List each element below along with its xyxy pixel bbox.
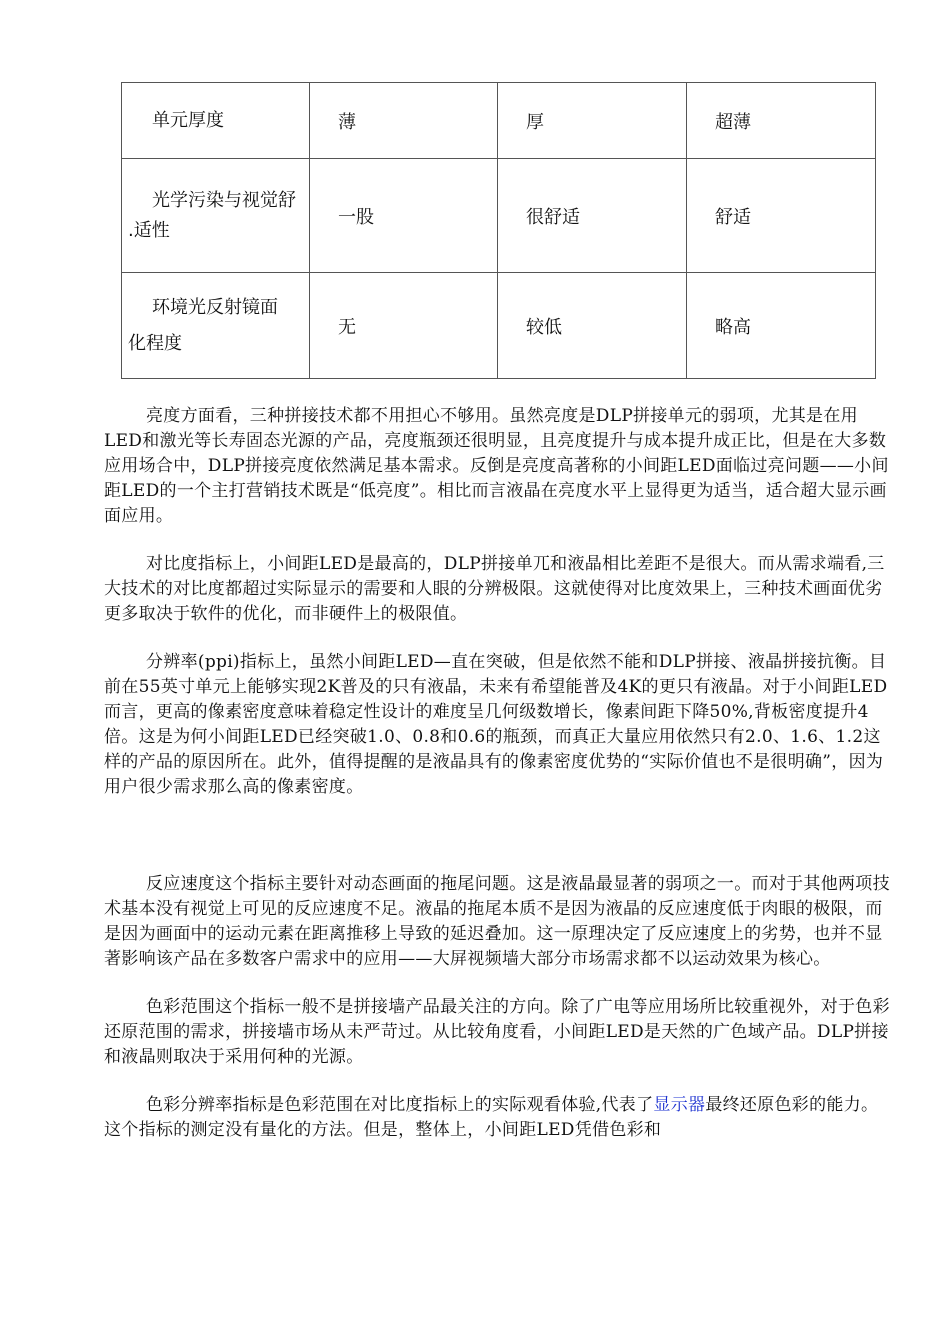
paragraph-response-speed: 反应速度这个指标主要针对动态画面的拖尾问题。这是液晶最显著的弱项之一。而对于其他两项技术基本没有视觉上可见的反应速度不足。液晶的拖尾本质不是因为液晶的反应速度低于肉眼的极限，而是因为画面中的运动元素在距离推移上导致的延迟叠加。这一原理决定了反应速度上的劣势，也并不显著影响该产品在多数客户需求中的应用——大屏视频墙大部分市场需求都不以运动效果为核心。 bbox=[104, 874, 890, 969]
row-label-line: 光学污染与视觉舒 bbox=[152, 189, 296, 211]
row-label-line: 化程度 bbox=[128, 332, 182, 354]
table-cell bbox=[687, 159, 876, 273]
cell-value: 略高 bbox=[715, 316, 751, 338]
cell-value: 舒适 bbox=[715, 206, 751, 228]
cell-value: 超薄 bbox=[715, 111, 751, 133]
paragraph-color-resolution bbox=[104, 1093, 894, 1143]
paragraph-color-range: 色彩范围这个指标一般不是拼接墙产品最关注的方向。除了广电等应用场所比较重视外，对于色彩还原范围的需求，拼接墙市场从未严苛过。从比较角度看，小间距LED是天然的广色域产品。DLP拼接和液晶则取决于采用何种的光源。 bbox=[104, 997, 890, 1067]
table-cell bbox=[687, 273, 876, 379]
row-label-cell bbox=[122, 83, 310, 159]
cell-value: 厚 bbox=[526, 111, 544, 133]
cell-value: 一股 bbox=[338, 206, 374, 228]
table-cell bbox=[498, 159, 687, 273]
row-label-line: .适性 bbox=[128, 219, 170, 241]
paragraph-resolution: 分辨率(ppi)指标上，虽然小间距LED—直在突破，但是依然不能和DLP拼接、液晶拼接抗衡。目前在55英寸单元上能够实现2K普及的只有液晶，未来有希望能普及4K的更只有液晶。对于小间距LED而言，更高的像素密度意味着稳定性设计的难度呈几何级数增长，像素间距下降50%,背板密度提升4倍。这是为何小间距LED已经突破1.0、0.8和0.6的瓶颈，而真正大量应用依然只有2.0、1.6、1.2这样的产品的原因所在。此外，值得提醒的是液晶具有的像素密度优势的“实际价值也不是很明确”，因为用户很少需求那么高的像素密度。 bbox=[104, 652, 888, 797]
table-cell bbox=[687, 83, 876, 159]
row-label-cell bbox=[122, 159, 310, 273]
table-cell bbox=[498, 83, 687, 159]
cell-value: 无 bbox=[338, 316, 356, 338]
table-cell bbox=[498, 273, 687, 379]
row-label-line: 环境光反射镜面 bbox=[152, 296, 278, 318]
display-link[interactable]: 显示器 bbox=[653, 1095, 706, 1115]
row-label-cell bbox=[122, 273, 310, 379]
table-cell bbox=[310, 159, 498, 273]
table-row bbox=[122, 159, 876, 273]
body-text bbox=[104, 404, 894, 1143]
paragraph-text: 最终还原色彩的能力。这个指标的测定没有量化的方法。但是，整体上，小间距LED凭借色彩和 bbox=[104, 1095, 879, 1140]
row-label: 单元厚度 bbox=[152, 109, 224, 131]
paragraph-brightness: 亮度方面看，三种拼接技术都不用担心不够用。虽然亮度是DLP拼接单元的弱项，尤其是在用LED和激光等长寿固态光源的产品，亮度瓶颈还很明显，且亮度提升与成本提升成正比，但是在大多数应用场合中，DLP拼接亮度依然满足基本需求。反倒是亮度高著称的小间距LED面临过亮问题——小间距LED的一个主打营销技术既是“低亮度”。相比而言液晶在亮度水平上显得更为适当，适合超大显示画面应用。 bbox=[104, 406, 889, 526]
table-row bbox=[122, 83, 876, 159]
paragraph-contrast: 对比度指标上，小间距LED是最高的，DLP拼接单兀和液晶相比差距不是很大。而从需求端看,三大技术的对比度都超过实际显示的需要和人眼的分辨极限。这就使得对比度效果上，三种技术画面优劣更多取决于软件的优化，而非硬件上的极限值。 bbox=[104, 554, 885, 624]
comparison-table bbox=[121, 82, 876, 379]
cell-value: 很舒适 bbox=[526, 206, 580, 228]
paragraph-text: 色彩分辨率指标是色彩范围在对比度指标上的实际观看体验,代表了 bbox=[146, 1095, 654, 1115]
table-cell bbox=[310, 83, 498, 159]
table-row bbox=[122, 273, 876, 379]
cell-value: 较低 bbox=[526, 316, 562, 338]
table-cell bbox=[310, 273, 498, 379]
cell-value: 薄 bbox=[338, 111, 356, 133]
